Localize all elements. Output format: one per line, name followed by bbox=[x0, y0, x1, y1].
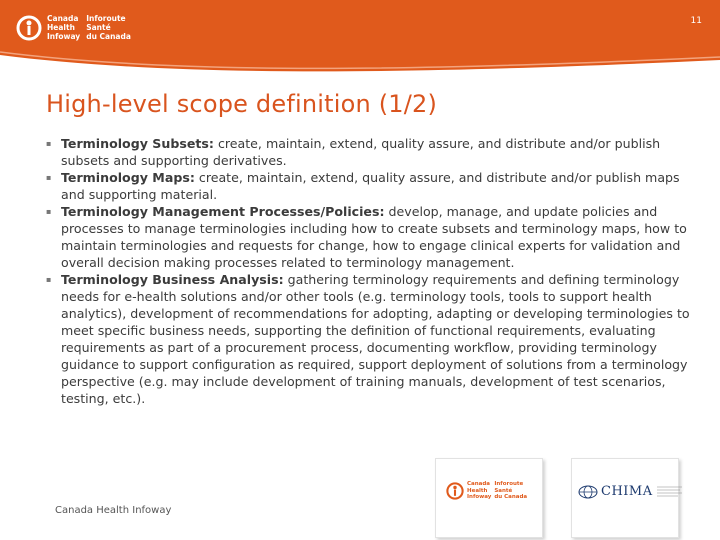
bullet-item bbox=[46, 135, 694, 169]
chima-logo-card bbox=[571, 458, 679, 538]
bullet-list bbox=[46, 135, 694, 407]
mini-logo-english bbox=[467, 481, 491, 501]
bullet-text: develop, manage, and update policies and processes to manage terminologies including how to create subsets and terminology maps, how to maintain terminologies and requests for change, how to engage clinical experts for validation and overall decision making processes related to terminology management. bbox=[61, 204, 687, 270]
mini-logo-french bbox=[494, 481, 527, 501]
logo-word: Inforoute bbox=[494, 481, 524, 487]
logo-word: Santé bbox=[86, 23, 111, 32]
infoway-mini-logo bbox=[446, 481, 527, 501]
chima-tagline-lines bbox=[656, 485, 684, 499]
logo-word: Canada bbox=[467, 481, 491, 487]
infoway-logo-icon bbox=[446, 482, 464, 500]
page-number: 11 bbox=[690, 16, 702, 26]
infoway-logo bbox=[16, 14, 131, 41]
logo-word: Inforoute bbox=[86, 14, 126, 23]
chima-globe-icon bbox=[578, 485, 598, 499]
logo-word: Infoway bbox=[467, 494, 492, 500]
logo-word: Canada bbox=[47, 14, 79, 23]
slide-title: High-level scope definition (1/2) bbox=[46, 90, 438, 118]
bullet-text: gathering terminology requirements and defining terminology needs for e-health solutions and/or other tools (e.g. terminology tools, tools to support health analytics), development of recommendations for adopting, adapting or developing terminologies to meet specific business needs, supporting the definition of functional requirements, evaluating requirements as part of a procurement process, documenting workflow, providing terminology guidance to support configuration as required, support deployment of solutions from a terminology perspective (e.g. may include development of training manuals, development of test scenarios, testing, etc.). bbox=[61, 272, 690, 406]
header-band bbox=[0, 0, 720, 82]
logo-word: Health bbox=[467, 487, 488, 494]
logo-french bbox=[86, 14, 131, 41]
logo-word: du Canada bbox=[86, 32, 131, 41]
logo-word: Infoway bbox=[47, 32, 81, 41]
bullet-marker: ▪ bbox=[46, 173, 52, 182]
bullet-marker: ▪ bbox=[46, 275, 52, 284]
logo-word: Santé bbox=[494, 487, 513, 494]
bullet-term: Terminology Management Processes/Policies: bbox=[61, 204, 385, 219]
chima-wordmark: CHIMA bbox=[601, 484, 653, 499]
bullet-text: create, maintain, extend, quality assure, and distribute and/or publish subsets and supporting derivatives. bbox=[61, 136, 661, 168]
bullet-item bbox=[46, 203, 694, 271]
logo-word: Health bbox=[47, 23, 75, 32]
logo-english bbox=[47, 14, 80, 41]
infoway-logo-icon bbox=[16, 15, 42, 41]
bullet-marker: ▪ bbox=[46, 207, 52, 216]
bullet-term: Terminology Subsets: bbox=[61, 136, 214, 151]
bullet-item bbox=[46, 169, 694, 203]
bullet-text: create, maintain, extend, quality assure, and distribute and/or publish maps and supporting material. bbox=[61, 170, 680, 202]
chima-logo bbox=[578, 484, 684, 499]
header-curve-decoration bbox=[0, 0, 720, 82]
bullet-item bbox=[46, 271, 694, 407]
infoway-logo-card bbox=[435, 458, 543, 538]
bullet-term: Terminology Business Analysis: bbox=[61, 272, 284, 287]
bullet-term: Terminology Maps: bbox=[61, 170, 195, 185]
bullet-marker: ▪ bbox=[46, 139, 52, 148]
footer-organization: Canada Health Infoway bbox=[55, 505, 172, 516]
logo-word: du Canada bbox=[494, 494, 528, 500]
